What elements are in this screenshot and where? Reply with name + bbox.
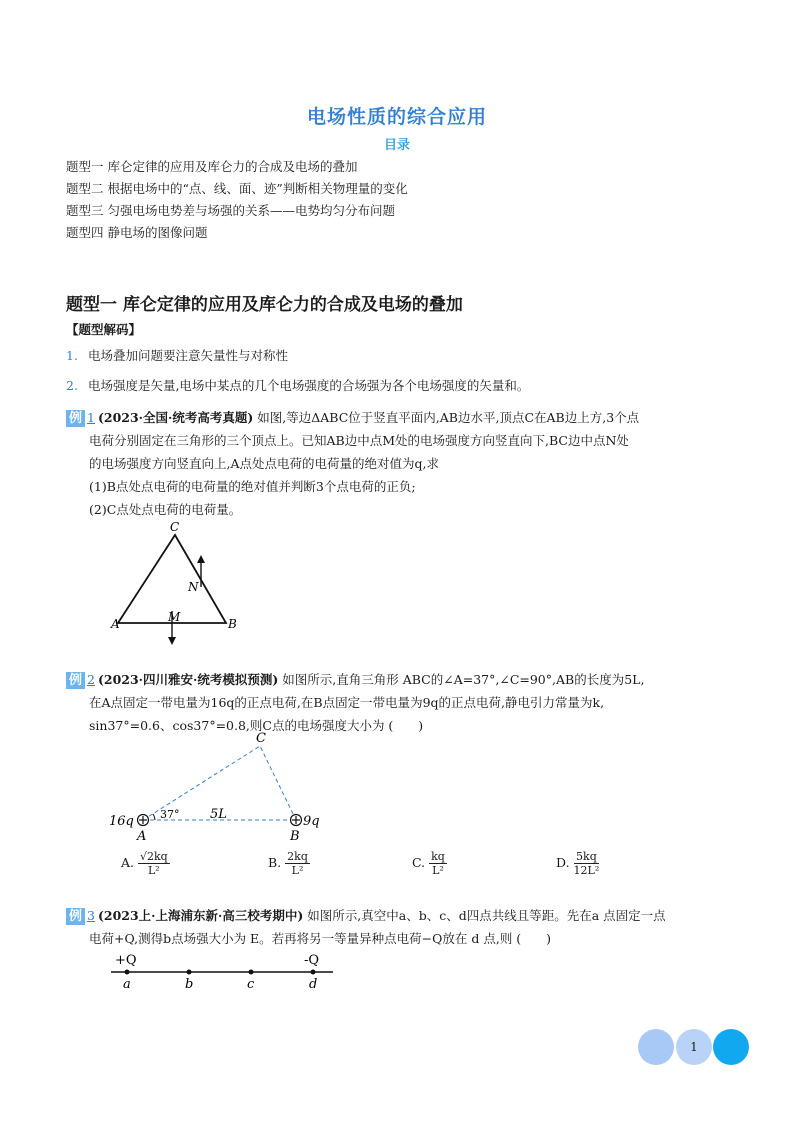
example-badge: 例 bbox=[66, 410, 85, 427]
example-2 bbox=[66, 668, 736, 737]
option-label: A. bbox=[121, 855, 135, 870]
example-badge: 例 bbox=[66, 672, 85, 689]
label-a: A bbox=[111, 617, 120, 631]
page-decoration-right bbox=[713, 1029, 749, 1065]
toc-label: 目录 bbox=[383, 138, 410, 153]
table-of-contents bbox=[66, 156, 408, 244]
example-1 bbox=[66, 406, 736, 521]
example-source: (2023·四川雅安·统考模拟预测) bbox=[97, 672, 279, 687]
example-3 bbox=[66, 904, 736, 950]
arrowhead-m bbox=[168, 637, 176, 645]
question-text: 如图,等边ΔABC位于竖直平面内,AB边水平,顶点C在AB边上方,3个点 bbox=[257, 410, 640, 425]
label-plus-q: +Q bbox=[115, 953, 137, 968]
option-b[interactable] bbox=[268, 850, 310, 877]
label-b: b bbox=[185, 977, 194, 992]
label-b: B bbox=[290, 829, 300, 844]
label-minus-q: -Q bbox=[304, 953, 320, 968]
label-c: c bbox=[247, 977, 255, 992]
label-9q: 9q bbox=[303, 814, 320, 829]
toc-item[interactable]: 题型一 库仑定律的应用及库仑力的合成及电场的叠加 bbox=[66, 159, 358, 174]
question-text: 如图所示,直角三角形 ABC的∠A=37°,∠C=90°,AB的长度为5L, bbox=[282, 672, 645, 687]
label-b: B bbox=[228, 617, 237, 631]
label-5l: 5L bbox=[210, 807, 227, 822]
point-number: 2. bbox=[66, 378, 78, 393]
point-text: 电场叠加问题要注意矢量性与对称性 bbox=[87, 348, 288, 363]
option-fraction: $\frac{kq}{\text{L²}}$ bbox=[431, 850, 445, 877]
page-number: 1 bbox=[676, 1029, 712, 1065]
point-text: 电场强度是矢量,电场中某点的几个电场强度的合场强为各个电场强度的矢量和。 bbox=[87, 378, 530, 393]
option-a[interactable] bbox=[121, 850, 170, 877]
option-label: B. bbox=[268, 855, 282, 870]
example-number: 2 bbox=[87, 672, 95, 687]
question-text: 电荷+Q,测得b点场强大小为 E。若再将另一等量异种点电荷−Q放在 d 点,则 ( ) bbox=[89, 931, 552, 946]
option-label: D. bbox=[556, 855, 570, 870]
point-d bbox=[311, 970, 316, 975]
option-d[interactable] bbox=[556, 850, 599, 877]
label-angle: 37° bbox=[160, 808, 180, 821]
label-m: M bbox=[168, 610, 181, 624]
question-text: 如图所示,真空中a、b、c、d四点共线且等距。先在a 点固定一点 bbox=[307, 908, 666, 923]
option-label: C. bbox=[412, 855, 426, 870]
label-c: C bbox=[170, 520, 180, 534]
example-source: (2023·全国·统考高考真题) bbox=[97, 410, 254, 425]
arrowhead-n bbox=[197, 555, 205, 563]
option-c[interactable] bbox=[412, 850, 447, 877]
label-d: d bbox=[309, 977, 318, 992]
question-text: sin37°=0.6、cos37°=0.8,则C点的电场强度大小为 ( ) bbox=[89, 718, 424, 733]
label-16q: 16q bbox=[109, 814, 134, 829]
label-c: C bbox=[256, 732, 266, 746]
section-heading: 题型一 库仑定律的应用及库仑力的合成及电场的叠加 bbox=[66, 295, 463, 315]
triangle-diagram bbox=[100, 515, 260, 645]
point-number: 1. bbox=[66, 348, 78, 363]
page-decoration-left bbox=[638, 1029, 674, 1065]
option-fraction: $\frac{√2kq}{\text{L²}}$ bbox=[140, 850, 168, 877]
right-triangle-diagram bbox=[100, 732, 340, 844]
label-n: N bbox=[188, 580, 199, 594]
collinear-points-diagram bbox=[105, 950, 345, 994]
point-b bbox=[187, 970, 192, 975]
question-text: 的电场强度方向竖直向上,A点处点电荷的电荷量的绝对值为q,求 bbox=[89, 456, 439, 471]
example-source: (2023上·上海浦东新·高三校考期中) bbox=[97, 908, 304, 923]
point-c bbox=[249, 970, 254, 975]
question-text: 在A点固定一带电量为16q的正点电荷,在B点固定一带电量为9q的正点电荷,静电引力常量为k, bbox=[89, 695, 605, 710]
angle-arc bbox=[153, 814, 155, 820]
toc-item[interactable]: 题型二 根据电场中的“点、线、面、迹”判断相关物理量的变化 bbox=[66, 181, 408, 196]
example-number: 1 bbox=[87, 410, 95, 425]
option-fraction: $\frac{2kq}{\text{L²}}$ bbox=[287, 850, 308, 877]
example-number: 3 bbox=[87, 908, 95, 923]
question-text: (1)B点处点电荷的电荷量的绝对值并判断3个点电荷的正负; bbox=[89, 479, 416, 494]
point-a bbox=[125, 970, 130, 975]
key-point bbox=[66, 376, 529, 394]
key-point bbox=[66, 346, 288, 364]
toc-item[interactable]: 题型三 匀强电场电势差与场强的关系——电势均匀分布问题 bbox=[66, 203, 395, 218]
question-text: 电荷分别固定在三角形的三个顶点上。已知AB边中点M处的电场强度方向竖直向下,BC边中点N处 bbox=[89, 433, 629, 448]
label-a: A bbox=[137, 829, 147, 844]
label-a: a bbox=[123, 977, 131, 992]
toc-item[interactable]: 题型四 静电场的图像问题 bbox=[66, 225, 208, 240]
option-fraction: $\frac{5kq}{\text{12L²}}$ bbox=[573, 850, 600, 877]
page-title: 电场性质的综合应用 bbox=[306, 106, 487, 128]
example-badge: 例 bbox=[66, 908, 85, 925]
decode-tag: 【题型解码】 bbox=[66, 322, 142, 337]
question-text: (2)C点处点电荷的电荷量。 bbox=[89, 502, 242, 517]
